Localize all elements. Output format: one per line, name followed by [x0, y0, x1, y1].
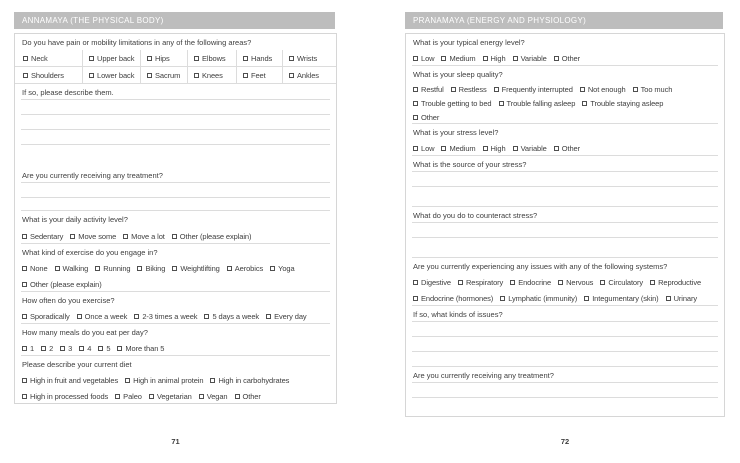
checkbox-option — [413, 113, 439, 122]
option-label: Hips — [155, 53, 170, 63]
section-header-pranamaya: PRANAMAYA (ENERGY AND PHYSIOLOGY) — [405, 12, 723, 29]
option-label: Trouble staying asleep — [590, 98, 664, 108]
checkbox-icon — [22, 378, 27, 383]
checkbox-option — [79, 344, 91, 353]
checkbox-icon — [500, 296, 505, 301]
checkbox-icon — [125, 378, 130, 383]
checkbox-icon — [441, 146, 446, 151]
checkbox-option — [554, 54, 580, 63]
checkbox-option — [227, 264, 263, 273]
checkbox-option — [580, 85, 626, 94]
option-label: Sacrum — [155, 70, 181, 80]
checkbox-icon — [210, 378, 215, 383]
option-label: Paleo — [123, 391, 142, 401]
checkbox-option — [98, 344, 110, 353]
option-label: Low — [421, 143, 435, 153]
checkbox-icon — [41, 346, 46, 351]
checkbox-icon — [483, 56, 488, 61]
checkbox-option — [494, 85, 573, 94]
checkbox-icon — [413, 101, 418, 106]
option-label: Walking — [62, 263, 89, 273]
checkbox-icon — [172, 266, 177, 271]
option-label: Every day — [274, 311, 307, 321]
checkbox-icon — [666, 296, 671, 301]
checkbox-option — [650, 278, 701, 287]
left-form-panel — [14, 33, 337, 404]
checkbox-row-diet-1 — [15, 372, 336, 388]
checkbox-icon — [600, 280, 605, 285]
checkbox-icon — [77, 314, 82, 319]
option-label: Circulatory — [608, 277, 644, 287]
checkbox-option — [172, 232, 252, 241]
checkbox-icon — [554, 146, 559, 151]
checkbox-icon — [204, 314, 209, 319]
checkbox-option — [413, 144, 434, 153]
question-stress-counteract — [406, 207, 724, 223]
option-label: Other — [421, 112, 440, 122]
checkbox-icon — [413, 280, 418, 285]
checkbox-row-diet-2 — [15, 388, 336, 404]
question-text: If so, please describe them. — [22, 87, 114, 97]
checkbox-icon — [89, 73, 94, 78]
checkbox-option — [15, 67, 83, 83]
pain-areas-table — [15, 50, 336, 84]
checkbox-icon — [23, 56, 28, 61]
question-text: Are you currently experiencing any issues with any of the following systems? — [413, 261, 668, 271]
pain-areas-row-1 — [15, 50, 336, 67]
question-text: Please describe your current diet — [22, 359, 132, 369]
checkbox-row-sleep-3 — [406, 110, 724, 124]
section-header-annamaya: ANNAMAYA (THE PHYSICAL BODY) — [14, 12, 335, 29]
option-label: 5 — [106, 343, 111, 353]
checkbox-option — [499, 99, 576, 108]
checkbox-option — [554, 144, 580, 153]
option-label: Ankles — [297, 70, 319, 80]
option-label: High in fruit and vegetables — [30, 375, 119, 385]
checkbox-option — [70, 232, 116, 241]
question-exercise-frequency — [15, 292, 336, 308]
option-label: Restful — [421, 84, 444, 94]
question-sleep — [406, 66, 724, 82]
checkbox-option — [199, 392, 228, 401]
checkbox-option — [513, 144, 547, 153]
question-text: What kind of exercise do you engage in? — [22, 247, 158, 257]
option-label: Move some — [78, 231, 117, 241]
checkbox-icon — [451, 87, 456, 92]
option-label: Frequently interrupted — [501, 84, 573, 94]
option-label: Lymphatic (immunity) — [508, 293, 578, 303]
checkbox-icon — [147, 56, 152, 61]
checkbox-option — [237, 67, 283, 83]
option-label: Other — [561, 53, 581, 63]
checkbox-option — [22, 376, 118, 385]
checkbox-option — [60, 344, 72, 353]
option-label: Upper back — [97, 53, 135, 63]
question-energy — [406, 34, 724, 50]
checkbox-option — [413, 99, 492, 108]
question-stress — [406, 124, 724, 140]
checkbox-option — [283, 67, 336, 83]
checkbox-icon — [558, 280, 563, 285]
checkbox-option — [441, 144, 475, 153]
option-label: High — [490, 53, 506, 63]
checkbox-icon — [413, 115, 418, 120]
option-label: Endocrine — [518, 277, 552, 287]
option-label: Lower back — [97, 70, 135, 80]
option-label: Variable — [520, 143, 547, 153]
option-label: Other (please explain) — [30, 279, 102, 289]
checkbox-row-exercise-other — [15, 276, 336, 292]
question-activity — [15, 211, 336, 228]
question-text: Are you currently receiving any treatment? — [22, 170, 163, 180]
option-label: Neck — [31, 53, 48, 63]
checkbox-icon — [413, 87, 418, 92]
checkbox-icon — [123, 234, 128, 239]
option-label: Shoulders — [31, 70, 64, 80]
right-page — [405, 12, 725, 446]
checkbox-icon — [55, 266, 60, 271]
option-label: High — [490, 143, 506, 153]
checkbox-option — [188, 50, 237, 66]
checkbox-option — [413, 85, 444, 94]
checkbox-option — [141, 50, 188, 66]
checkbox-icon — [60, 346, 65, 351]
option-label: Trouble falling asleep — [506, 98, 576, 108]
checkbox-option — [633, 85, 673, 94]
checkbox-row-exercise — [15, 260, 336, 276]
checkbox-icon — [289, 56, 294, 61]
option-label: More than 5 — [125, 343, 165, 353]
checkbox-option — [204, 312, 259, 321]
option-label: Restless — [458, 84, 487, 94]
checkbox-option — [134, 312, 197, 321]
checkbox-icon — [70, 234, 75, 239]
option-label: Medium — [449, 143, 476, 153]
spacer — [15, 145, 336, 167]
checkbox-row-sleep-1 — [406, 82, 724, 96]
checkbox-row-frequency — [15, 308, 336, 324]
checkbox-option — [283, 50, 336, 66]
checkbox-icon — [413, 146, 418, 151]
option-label: Elbows — [202, 53, 226, 63]
question-text: Are you currently receiving any treatment? — [413, 370, 554, 380]
option-label: Vegan — [206, 391, 228, 401]
question-treatment — [15, 167, 336, 183]
checkbox-icon — [137, 266, 142, 271]
checkbox-icon — [441, 56, 446, 61]
checkbox-icon — [510, 280, 515, 285]
option-label: 2 — [49, 343, 54, 353]
option-label: Sedentary — [30, 231, 64, 241]
checkbox-icon — [513, 146, 518, 151]
question-text: What is your sleep quality? — [413, 69, 503, 79]
checkbox-icon — [117, 346, 122, 351]
option-label: Reproductive — [658, 277, 702, 287]
question-text: What is the source of your stress? — [413, 159, 527, 169]
spacer — [406, 352, 724, 367]
checkbox-row-sleep-2 — [406, 96, 724, 110]
checkbox-option — [500, 294, 577, 303]
option-label: Move a lot — [131, 231, 165, 241]
option-label: Urinary — [673, 293, 698, 303]
checkbox-icon — [147, 73, 152, 78]
option-label: High in animal protein — [133, 375, 204, 385]
checkbox-option — [270, 264, 294, 273]
option-label: Knees — [202, 70, 223, 80]
checkbox-icon — [134, 314, 139, 319]
question-text: What is your typical energy level? — [413, 37, 525, 47]
option-label: Sporadically — [30, 311, 70, 321]
checkbox-icon — [89, 56, 94, 61]
page-number-right: 72 — [560, 437, 570, 446]
checkbox-option — [666, 294, 697, 303]
page-number-left: 71 — [171, 437, 180, 446]
writing-line — [15, 115, 336, 130]
checkbox-option — [483, 54, 506, 63]
option-label: 2-3 times a week — [142, 311, 198, 321]
checkbox-option — [513, 54, 547, 63]
checkbox-option — [141, 67, 188, 83]
option-label: Running — [103, 263, 131, 273]
checkbox-option — [22, 344, 34, 353]
question-stress-source — [406, 156, 724, 172]
option-label: Yoga — [278, 263, 295, 273]
checkbox-icon — [266, 314, 271, 319]
checkbox-icon — [243, 73, 248, 78]
checkbox-option — [451, 85, 487, 94]
checkbox-icon — [582, 101, 587, 106]
checkbox-icon — [483, 146, 488, 151]
checkbox-row-systems-1 — [406, 274, 724, 290]
checkbox-option — [123, 232, 165, 241]
checkbox-option — [125, 376, 203, 385]
checkbox-option — [22, 280, 102, 289]
checkbox-icon — [633, 87, 638, 92]
checkbox-option — [413, 278, 451, 287]
writing-line — [406, 223, 724, 238]
question-issues — [406, 306, 724, 322]
checkbox-icon — [458, 280, 463, 285]
option-label: Weightlifting — [180, 263, 220, 273]
checkbox-option — [55, 264, 89, 273]
checkbox-icon — [22, 346, 27, 351]
checkbox-icon — [79, 346, 84, 351]
checkbox-icon — [22, 314, 27, 319]
option-label: 3 — [68, 343, 73, 353]
checkbox-icon — [23, 73, 28, 78]
checkbox-option — [483, 144, 506, 153]
question-systems — [406, 258, 724, 274]
checkbox-row-stress — [406, 140, 724, 156]
checkbox-option — [77, 312, 128, 321]
option-label: Aerobics — [234, 263, 264, 273]
checkbox-icon — [115, 394, 120, 399]
checkbox-icon — [513, 56, 518, 61]
question-text: Do you have pain or mobility limitations in any of the following areas? — [22, 37, 252, 47]
checkbox-option — [441, 54, 475, 63]
checkbox-option — [22, 232, 63, 241]
checkbox-option — [22, 312, 70, 321]
option-label: Nervous — [566, 277, 594, 287]
checkbox-icon — [413, 296, 418, 301]
option-label: Endocrine (hormones) — [421, 293, 494, 303]
option-label: Vegetarian — [156, 391, 192, 401]
option-label: Low — [421, 53, 435, 63]
option-label: Other — [242, 391, 261, 401]
checkbox-icon — [22, 282, 27, 287]
checkbox-option — [413, 294, 493, 303]
question-describe — [15, 84, 336, 100]
checkbox-icon — [584, 296, 589, 301]
checkbox-option — [117, 344, 164, 353]
checkbox-option — [15, 50, 83, 66]
option-label: 4 — [87, 343, 92, 353]
checkbox-icon — [554, 56, 559, 61]
checkbox-option — [22, 392, 108, 401]
checkbox-option — [172, 264, 219, 273]
checkbox-option — [149, 392, 192, 401]
option-label: Medium — [449, 53, 476, 63]
question-text: How often do you exercise? — [22, 295, 115, 305]
checkbox-icon — [22, 394, 27, 399]
option-label: Variable — [520, 53, 547, 63]
question-text: If so, what kinds of issues? — [413, 309, 503, 319]
spacer — [406, 238, 724, 258]
checkbox-icon — [95, 266, 100, 271]
option-label: 5 days a week — [212, 311, 260, 321]
option-label: Not enough — [587, 84, 626, 94]
option-label: None — [30, 263, 48, 273]
checkbox-icon — [194, 73, 199, 78]
option-label: Wrists — [297, 53, 318, 63]
checkbox-icon — [499, 101, 504, 106]
option-label: Biking — [145, 263, 166, 273]
checkbox-option — [235, 392, 261, 401]
checkbox-row-meals — [15, 340, 336, 356]
option-label: Integumentary (skin) — [592, 293, 659, 303]
option-label: Respiratory — [465, 277, 504, 287]
checkbox-icon — [22, 266, 27, 271]
checkbox-option — [137, 264, 165, 273]
checkbox-option — [188, 67, 237, 83]
checkbox-icon — [580, 87, 585, 92]
question-treatment-right — [406, 367, 724, 383]
option-label: Other (please explain) — [179, 231, 252, 241]
left-page — [14, 12, 337, 446]
question-text: What do you do to counteract stress? — [413, 210, 538, 220]
option-label: Digestive — [421, 277, 451, 287]
checkbox-row-energy — [406, 50, 724, 66]
checkbox-icon — [650, 280, 655, 285]
checkbox-option — [600, 278, 643, 287]
spacer — [15, 198, 336, 211]
pain-areas-row-2 — [15, 67, 336, 84]
checkbox-option — [22, 264, 48, 273]
writing-line — [406, 172, 724, 187]
checkbox-icon — [199, 394, 204, 399]
checkbox-option — [95, 264, 130, 273]
writing-line — [406, 383, 724, 398]
writing-line — [15, 183, 336, 198]
checkbox-option — [413, 54, 434, 63]
option-label: Too much — [640, 84, 673, 94]
option-label: 1 — [30, 343, 35, 353]
spacer — [406, 187, 724, 207]
checkbox-icon — [22, 234, 27, 239]
option-label: Trouble getting to bed — [421, 98, 492, 108]
checkbox-icon — [243, 56, 248, 61]
checkbox-icon — [194, 56, 199, 61]
option-label: High in carbohydrates — [218, 375, 290, 385]
question-meals — [15, 324, 336, 340]
right-form-panel — [405, 33, 725, 417]
question-pain-areas — [15, 34, 336, 50]
option-label: Hands — [251, 53, 273, 63]
checkbox-option — [582, 99, 663, 108]
checkbox-icon — [172, 234, 177, 239]
checkbox-icon — [149, 394, 154, 399]
checkbox-row-activity — [15, 228, 336, 244]
checkbox-icon — [98, 346, 103, 351]
checkbox-option — [83, 67, 141, 83]
option-label: Once a week — [84, 311, 128, 321]
checkbox-option — [510, 278, 551, 287]
checkbox-option — [237, 50, 283, 66]
checkbox-icon — [227, 266, 232, 271]
writing-line — [406, 337, 724, 352]
question-text: What is your daily activity level? — [22, 215, 128, 224]
checkbox-icon — [289, 73, 294, 78]
option-label: High in processed foods — [30, 391, 109, 401]
checkbox-option — [83, 50, 141, 66]
writing-line — [15, 130, 336, 145]
checkbox-option — [266, 312, 306, 321]
checkbox-option — [115, 392, 142, 401]
checkbox-option — [584, 294, 658, 303]
question-text: What is your stress level? — [413, 127, 499, 137]
writing-line — [406, 322, 724, 337]
checkbox-row-systems-2 — [406, 290, 724, 306]
checkbox-icon — [413, 56, 418, 61]
checkbox-option — [41, 344, 53, 353]
checkbox-option — [558, 278, 593, 287]
question-diet — [15, 356, 336, 372]
question-text: How many meals do you eat per day? — [22, 327, 148, 337]
checkbox-icon — [270, 266, 275, 271]
option-label: Feet — [251, 70, 266, 80]
question-exercise-kind — [15, 244, 336, 260]
option-label: Other — [561, 143, 581, 153]
checkbox-option — [210, 376, 289, 385]
checkbox-icon — [494, 87, 499, 92]
checkbox-icon — [235, 394, 240, 399]
writing-line — [15, 100, 336, 115]
checkbox-option — [458, 278, 503, 287]
